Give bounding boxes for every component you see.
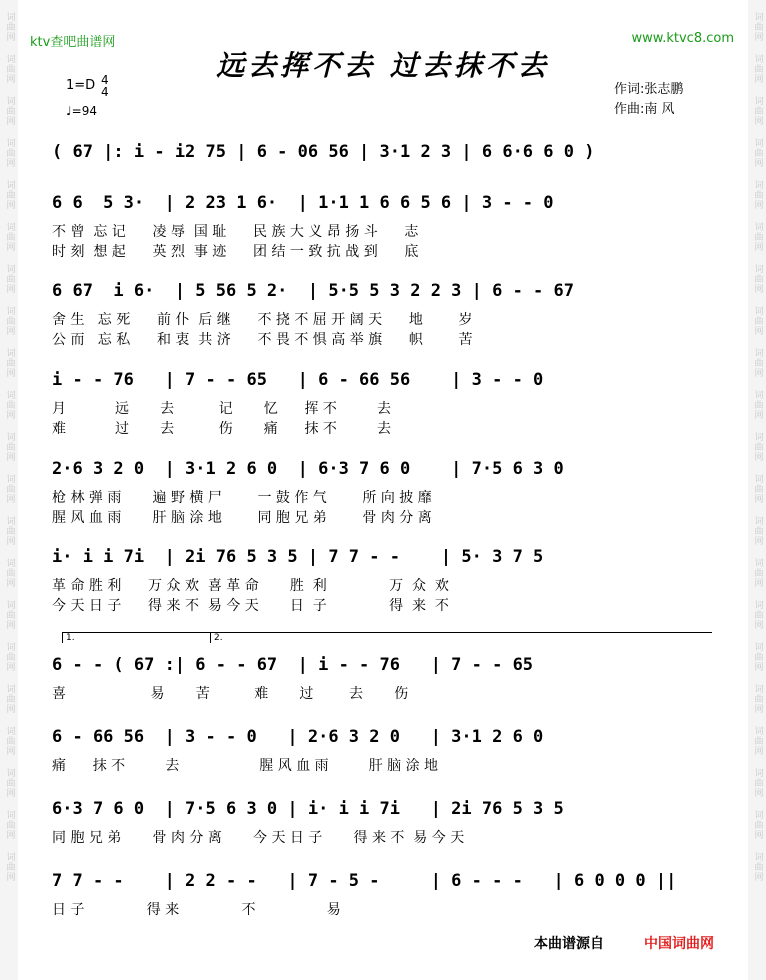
source-site-link[interactable]: 中国词曲网 bbox=[644, 936, 714, 952]
meter-top: 4 bbox=[101, 73, 109, 87]
lyric-verse-1: 革 命 胜 利 万 众 欢 喜 革 命 胜 利 万 众 欢 bbox=[52, 578, 449, 594]
song-title: 远去挥不去 过去抹不去 bbox=[216, 49, 550, 82]
lyric-verse-1: 月 远 去 记 忆 挥 不 去 bbox=[52, 401, 391, 417]
lyric-verse-2: 腥 风 血 雨 肝 脑 涂 地 同 胞 兄 弟 骨 肉 分 离 bbox=[52, 510, 432, 526]
site-name-left[interactable]: ktv查吧曲谱网 bbox=[30, 35, 116, 50]
notation-line: 7 7 - - | 2 2 - - | 7 - 5 - | 6 - - - | 6 0 0 0 || bbox=[52, 871, 677, 891]
lyric-verse-1: 痛 抹 不 去 腥 风 血 雨 肝 脑 涂 地 bbox=[52, 758, 439, 774]
notation-line: 6 67 i 6· | 5 56 5 2· | 5·5 5 3 2 2 3 | 6 - - 67 bbox=[52, 281, 574, 301]
credits bbox=[614, 80, 683, 120]
lyric-verse-1: 同 胞 兄 弟 骨 肉 分 离 今 天 日 子 得 来 不 易 今 天 bbox=[52, 830, 465, 846]
second-ending-label: 2. bbox=[214, 633, 223, 643]
lyric-verse-1: 喜 易 苦 难 过 去 伤 bbox=[52, 686, 409, 702]
notation-line: 6 - 66 56 | 3 - - 0 | 2·6 3 2 0 | 3·1 2 6 0 bbox=[52, 727, 544, 747]
score-row bbox=[52, 547, 718, 617]
notation-line: 6·3 7 6 0 | 7·5 6 3 0 | i· i i 7i | 2i 76 5 3 5 bbox=[52, 799, 564, 819]
score-row bbox=[52, 727, 718, 797]
watermark-right: 词曲网 词曲网 词曲网 词曲网 词曲网 词曲网 词曲网 词曲网 词曲网 词曲网 词曲网 词曲网 词曲网 词曲网 词曲网 词曲网 词曲网 词曲网 词曲网 词曲网 词曲网 bbox=[748, 0, 766, 980]
score-row bbox=[52, 871, 718, 941]
notation-line: ( 67 |: i - i2 75 | 6 - 06 56 | 3·1 2 3 | 6 6·6 6 0 ) bbox=[52, 142, 595, 162]
lyric-verse-1: 舍 生 忘 死 前 仆 后 继 不 挠 不 屈 开 阔 天 地 岁 bbox=[52, 312, 473, 328]
meter-bottom: 4 bbox=[101, 85, 109, 99]
lyric-verse-2: 时 刻 想 起 英 烈 事 迹 团 结 一 致 抗 战 到 底 bbox=[52, 244, 419, 260]
score-row bbox=[52, 370, 718, 440]
notation-line: 6 6 5 3· | 2 23 1 6· | 1·1 1 6 6 5 6 | 3 - - 0 bbox=[52, 193, 554, 213]
score-row bbox=[52, 655, 718, 725]
volta-brackets bbox=[62, 632, 712, 643]
score-row bbox=[52, 193, 718, 263]
tempo-marking: ♩=94 bbox=[66, 104, 97, 118]
score-row bbox=[52, 459, 718, 529]
lyric-verse-1: 日 子 得 来 不 易 bbox=[52, 902, 341, 918]
watermark-left: 词曲网 词曲网 词曲网 词曲网 词曲网 词曲网 词曲网 词曲网 词曲网 词曲网 词曲网 词曲网 词曲网 词曲网 词曲网 词曲网 词曲网 词曲网 词曲网 词曲网 词曲网 bbox=[0, 0, 18, 980]
lyric-verse-1: 不 曾 忘 记 凌 辱 国 耻 民 族 大 义 昂 扬 斗 志 bbox=[52, 224, 419, 240]
score-row bbox=[52, 281, 718, 351]
lyricist: 作词:张志鹏 bbox=[614, 82, 684, 97]
notation-line: 6 - - ( 67 :| 6 - - 67 | i - - 76 | 7 - - 65 bbox=[52, 655, 534, 675]
lyric-verse-2: 难 过 去 伤 痛 抹 不 去 bbox=[52, 421, 391, 437]
lyric-verse-1: 枪 林 弹 雨 遍 野 横 尸 一 鼓 作 气 所 向 披 靡 bbox=[52, 490, 432, 506]
score-row bbox=[52, 799, 718, 869]
source-label: 本曲谱源自 bbox=[534, 936, 604, 952]
lyric-verse-2: 今 天 日 子 得 来 不 易 今 天 日 子 得 来 不 bbox=[52, 598, 449, 614]
notation-line: i - - 76 | 7 - - 65 | 6 - 66 56 | 3 - - 0 bbox=[52, 370, 544, 390]
notation-line: i· i i 7i | 2i 76 5 3 5 | 7 7 - - | 5· 3 7 5 bbox=[52, 547, 544, 567]
notation-line: 2·6 3 2 0 | 3·1 2 6 0 | 6·3 7 6 0 | 7·5 6 3 0 bbox=[52, 459, 564, 479]
first-ending-label: 1. bbox=[66, 633, 75, 643]
composer: 作曲:南 风 bbox=[614, 102, 675, 117]
site-url-right[interactable]: www.ktvc8.com bbox=[631, 31, 734, 46]
time-signature bbox=[101, 74, 109, 98]
key-signature: 1=D bbox=[66, 78, 96, 93]
lyric-verse-2: 公 而 忘 私 和 衷 共 济 不 畏 不 惧 高 举 旗 帜 苦 bbox=[52, 332, 473, 348]
